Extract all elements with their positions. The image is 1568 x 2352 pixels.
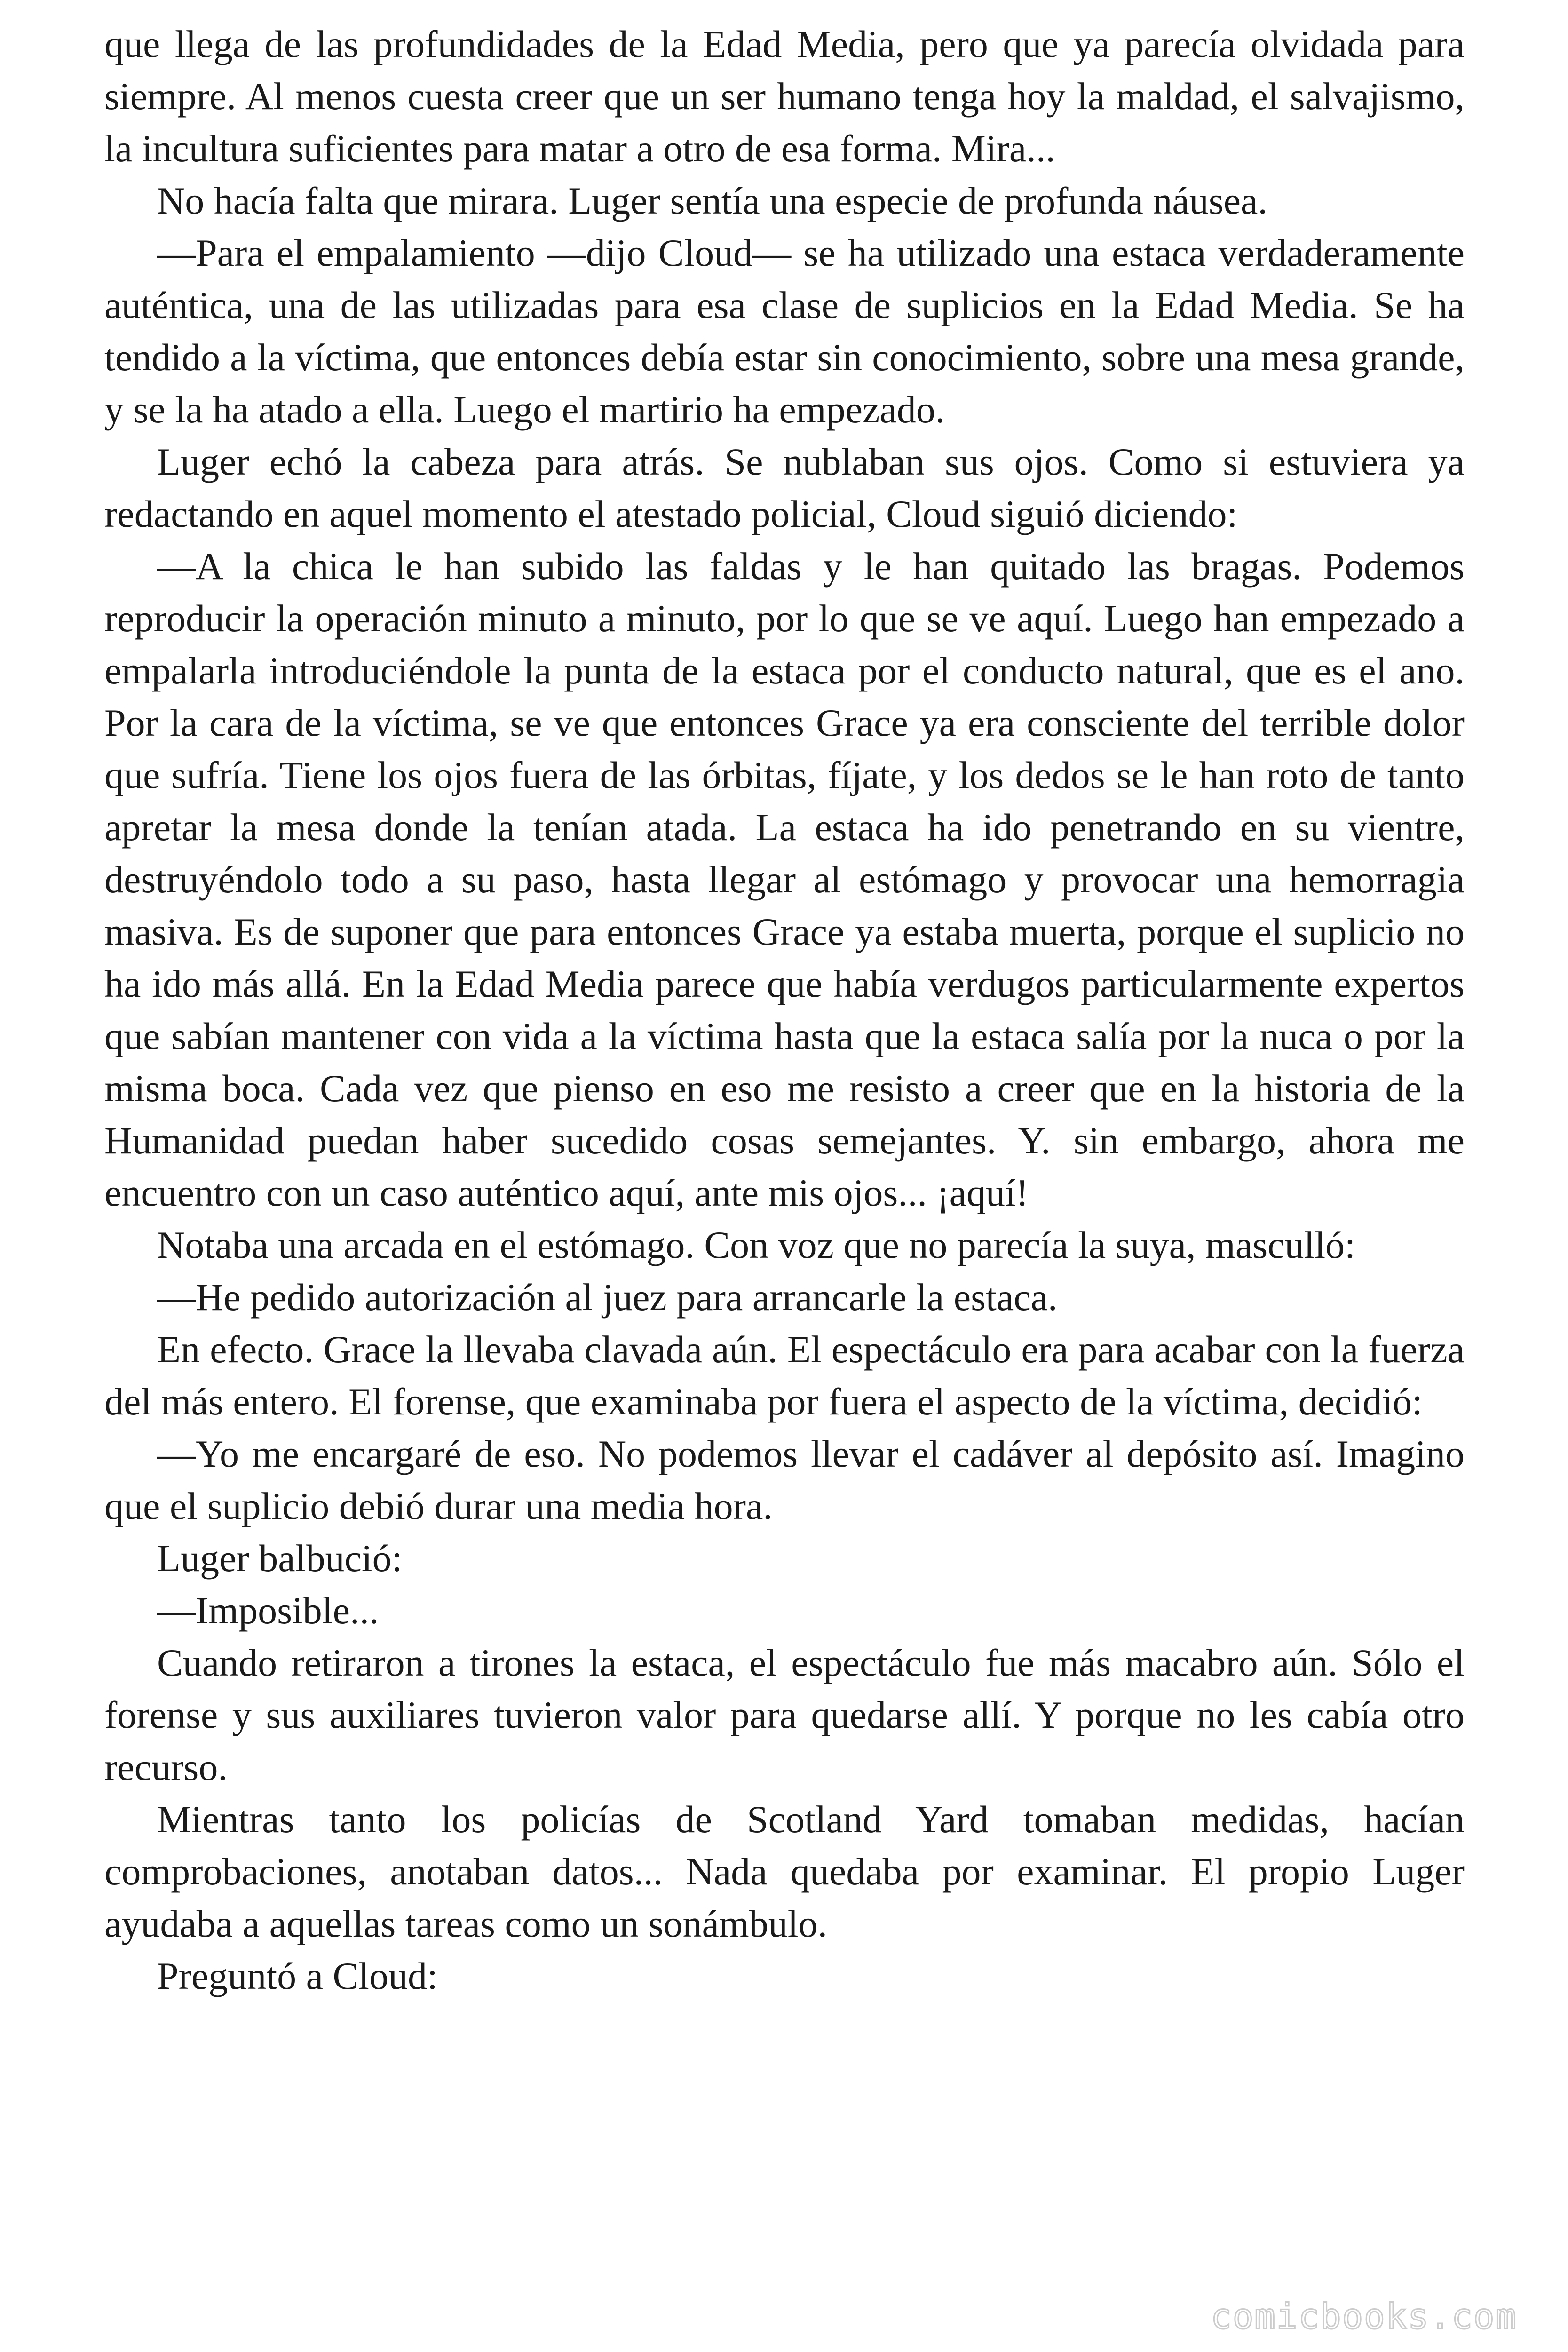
paragraph: Mientras tanto los policías de Scotland Yard tomaban medidas, hacían comprobaciones, anotaban datos... Nada quedaba por examinar. El propio Luger ayudaba a aquellas tareas como un sonámbulo. [104, 1798, 1465, 1945]
paragraph: Cuando retiraron a tirones la estaca, el espectáculo fue más macabro aún. Sólo el forense y sus auxiliares tuvieron valor para quedarse allí. Y porque no les cabía otro recurso. [104, 1641, 1465, 1788]
page-text-body [104, 18, 1465, 2002]
paragraph: —Imposible... [157, 1589, 379, 1632]
paragraph: Luger balbució: [157, 1537, 403, 1580]
paragraph: —Yo me encargaré de eso. No podemos llevar el cadáver al depósito así. Imagino que el suplicio debió durar una media hora. [104, 1432, 1465, 1527]
paragraph: —Para el empalamiento —dijo Cloud— se ha utilizado una estaca verdaderamente auténtica, una de las utilizadas para esa clase de suplicios en la Edad Media. Se ha tendido a la víctima, que entonces debía estar sin conocimiento, sobre una mesa grande, y se la ha atado a ella. Luego el martirio ha empezado. [104, 231, 1465, 431]
paragraph: En efecto. Grace la llevaba clavada aún. El espectáculo era para acabar con la fuerza del más entero. El forense, que examinaba por fuera el aspecto de la víctima, decidió: [104, 1328, 1465, 1423]
paragraph: que llega de las profundidades de la Edad Media, pero que ya parecía olvidada para siempre. Al menos cuesta creer que un ser humano tenga hoy la maldad, el salvajismo, la incultura suficientes para matar a otro de esa forma. Mira... [104, 23, 1465, 170]
watermark: comicbooks.com [1211, 2296, 1517, 2337]
paragraph: No hacía falta que mirara. Luger sentía una especie de profunda náusea. [157, 179, 1267, 222]
paragraph: Notaba una arcada en el estómago. Con voz que no parecía la suya, masculló: [157, 1224, 1355, 1266]
paragraph: —He pedido autorización al juez para arrancarle la estaca. [157, 1276, 1058, 1319]
paragraph: Preguntó a Cloud: [157, 1955, 438, 1997]
paragraph: —A la chica le han subido las faldas y le han quitado las bragas. Podemos reproducir la operación minuto a minuto, por lo que se ve aquí. Luego han empezado a empalarla introduciéndole la punta de la estaca por el conducto natural, que es el ano. Por la cara de la víctima, se ve que entonces Grace ya era consciente del terrible dolor que sufría. Tiene los ojos fuera de las órbitas, fíjate, y los dedos se le han roto de tanto apretar la mesa donde la tenían atada. La estaca ha ido penetrando en su vientre, destruyéndolo todo a su paso, hasta llegar al estómago y provocar una hemorragia masiva. Es de suponer que para entonces Grace ya estaba muerta, porque el suplicio no ha ido más allá. En la Edad Media parece que había verdugos particularmente expertos que sabían mantener con vida a la víctima hasta que la estaca salía por la nuca o por la misma boca. Cada vez que pienso en eso me resisto a creer que en la historia de la Humanidad puedan haber sucedido cosas semejantes. Y. sin embargo, ahora me encuentro con un caso auténtico aquí, ante mis ojos... ¡aquí! [104, 545, 1465, 1214]
paragraph: Luger echó la cabeza para atrás. Se nublaban sus ojos. Como si estuviera ya redactando en aquel momento el atestado policial, Cloud siguió diciendo: [104, 440, 1465, 535]
